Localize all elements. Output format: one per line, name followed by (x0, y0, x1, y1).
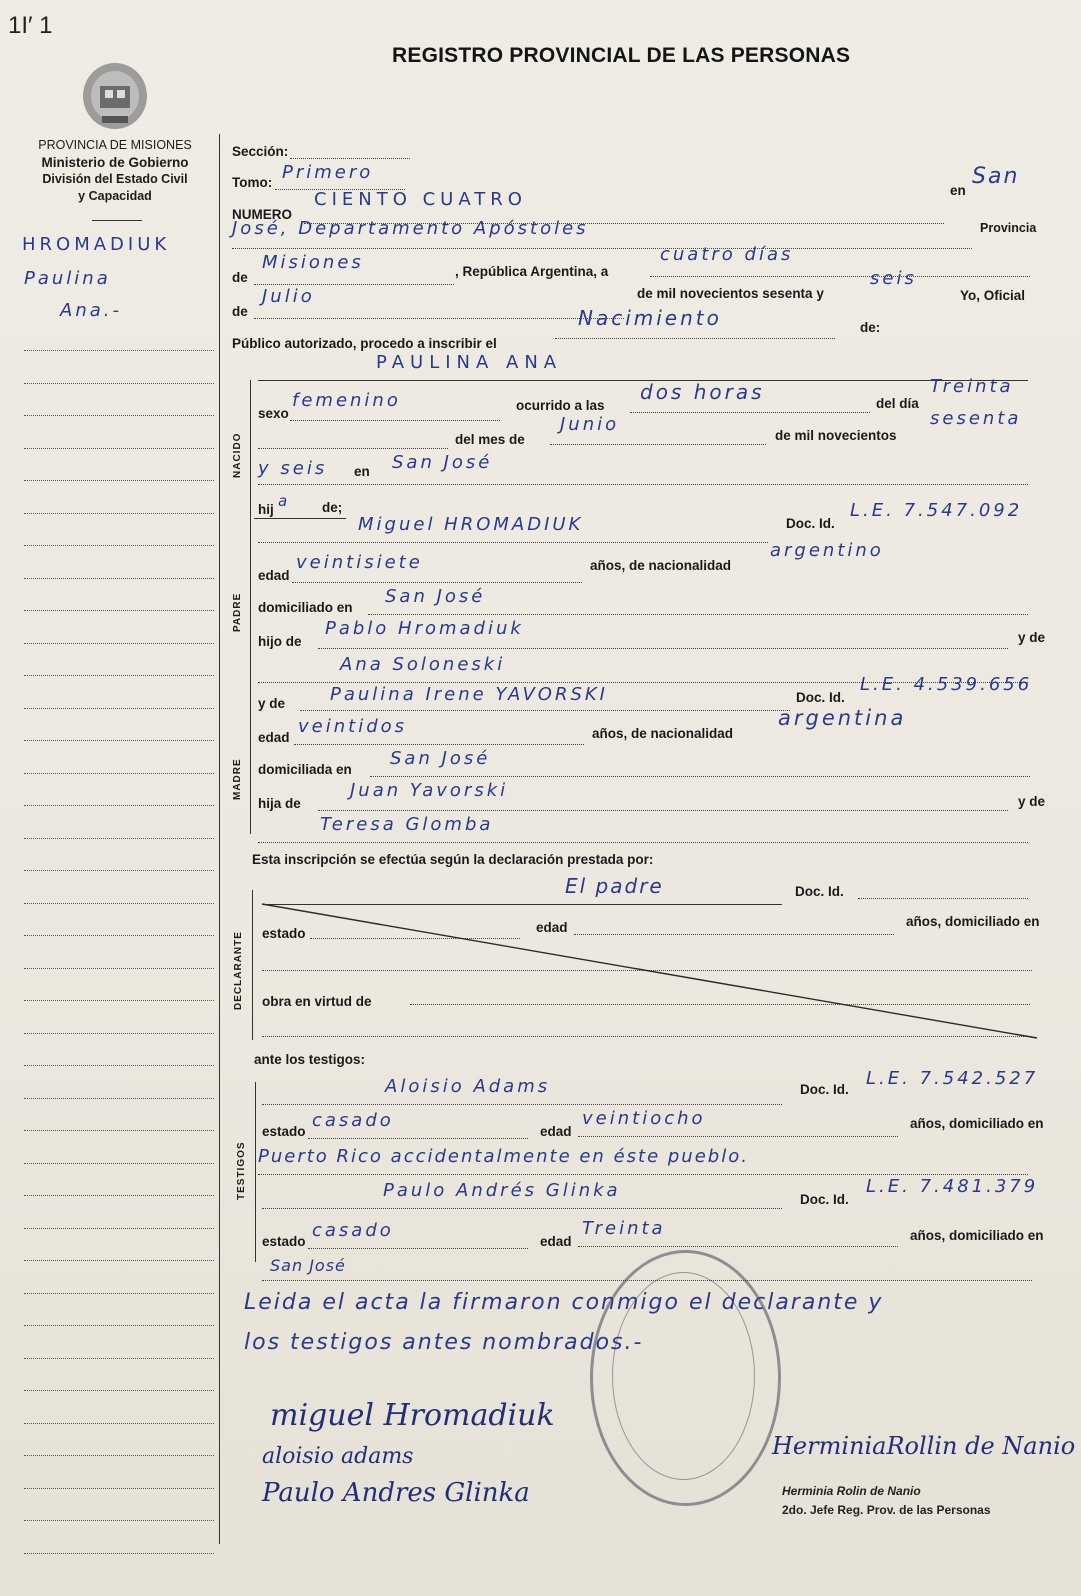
value-testigo1-dom: Puerto Rico accidentalmente en éste pueblo. (258, 1146, 749, 1167)
dotline (258, 1174, 1028, 1175)
margin-ruled-line (24, 350, 214, 351)
dotline (258, 542, 768, 543)
label-madre-doc: Doc. Id. (796, 690, 845, 705)
value-madre-edad: veintidos (298, 716, 408, 737)
value-testigo2-estado: casado (312, 1220, 394, 1241)
value-numero: CIENTO CUATRO (314, 189, 527, 210)
official-title: 2do. Jefe Reg. Prov. de las Personas (782, 1503, 991, 1517)
label-testigo1-doc: Doc. Id. (800, 1082, 849, 1097)
label-madre-edad: edad (258, 730, 290, 745)
margin-divider (219, 134, 220, 1544)
label-testigo1-edad: edad (540, 1124, 572, 1139)
margin-ruled-line (24, 383, 214, 384)
value-testigo1-estado: casado (312, 1110, 394, 1131)
value-testigo2: Paulo Andrés Glinka (383, 1180, 621, 1201)
label-de-mil: de mil novecientos sesenta y (637, 286, 824, 301)
value-testigo1: Aloisio Adams (385, 1076, 551, 1097)
label-declarante-doc: Doc. Id. (795, 884, 844, 899)
dotline (318, 648, 1008, 649)
label-padre-nac: años, de nacionalidad (590, 558, 732, 573)
value-testigo1-doc: L.E. 7.542.527 (866, 1068, 1039, 1089)
margin-ruled-line (24, 513, 214, 514)
label-madre-hija-de: hija de (258, 796, 301, 811)
provincial-seal-icon (80, 60, 150, 132)
dotline (555, 338, 835, 339)
issuing-organization (10, 137, 220, 205)
label-testigo2-edad: edad (540, 1234, 572, 1249)
label-ante: ante los testigos: (254, 1052, 366, 1067)
org-line-2: Ministerio de Gobierno (41, 155, 189, 170)
margin-ruled-line (24, 448, 214, 449)
value-madre-nombre: Paulina Irene YAVORSKI (330, 684, 608, 705)
label-ocurrido: ocurrido a las (516, 398, 605, 413)
margin-ruled-line (24, 740, 214, 741)
value-lugar-nac: San José (392, 452, 493, 473)
org-line-4: y Capacidad (78, 189, 152, 203)
value-madre-hija-de: Juan Yavorski (350, 780, 509, 801)
org-divider (92, 220, 142, 221)
value-padre-nombre: Miguel HROMADIUK (358, 514, 584, 535)
dotline (290, 158, 410, 159)
dotline (262, 1104, 782, 1105)
margin-ruled-line (24, 968, 214, 969)
value-madre-dom: San José (390, 748, 491, 769)
label-madre-y-de-2: y de (1018, 794, 1046, 809)
dotline (368, 614, 1028, 615)
margin-ruled-line (24, 1293, 214, 1294)
dotline (578, 1136, 898, 1137)
label-inscripcion: Esta inscripción se efectúa según la declaración prestada por: (252, 852, 654, 867)
dotline (292, 582, 582, 583)
label-seccion: Sección: (232, 144, 289, 159)
margin-ruled-line (24, 1033, 214, 1034)
margin-name-2: Ana.- (60, 300, 122, 321)
margin-ruled-line (24, 415, 214, 416)
margin-ruled-line (24, 643, 214, 644)
dotline (308, 1248, 528, 1249)
margin-ruled-line (24, 1163, 214, 1164)
signature-padre: miguel Hromadiuk (270, 1398, 555, 1433)
label-hij: hij (258, 502, 274, 517)
label-padre-doc: Doc. Id. (786, 516, 835, 531)
value-tomo: Primero (282, 162, 374, 183)
value-testigo1-edad: veintiocho (582, 1108, 706, 1129)
margin-ruled-line (24, 1553, 214, 1554)
dotline (254, 284, 454, 285)
dotline (300, 710, 790, 711)
value-sexo: femenino (292, 390, 401, 411)
margin-ruled-line (24, 1423, 214, 1424)
section-rail-testigos (255, 1082, 256, 1262)
official-name: Herminia Rolin de Nanio (782, 1484, 921, 1498)
label-declarante-edad: edad (536, 920, 568, 935)
label-en: en (950, 183, 966, 198)
value-nombre: PAULINA ANA (376, 352, 563, 373)
label-sexo: sexo (258, 406, 289, 421)
margin-ruled-line (24, 1228, 214, 1229)
label-testigo2-estado: estado (262, 1234, 306, 1249)
official-stamp-inner (612, 1272, 755, 1480)
margin-ruled-line (24, 480, 214, 481)
dotline (650, 276, 1030, 277)
org-line-3: División del Estado Civil (42, 172, 188, 186)
section-label-padre: PADRE (232, 592, 243, 632)
cancel-diagonal (262, 900, 1042, 1040)
dotline (258, 448, 448, 449)
value-provincia: Misiones (262, 252, 364, 273)
value-testigo2-dom: San José (270, 1256, 346, 1275)
margin-ruled-line (24, 1000, 214, 1001)
margin-ruled-line (24, 545, 214, 546)
margin-ruled-line (24, 1130, 214, 1131)
label-yo-oficial: Yo, Oficial (960, 288, 1026, 303)
dotline (578, 1246, 898, 1247)
margin-ruled-line (24, 1098, 214, 1099)
dotline (290, 420, 500, 421)
dotline (858, 898, 1028, 899)
page-title: REGISTRO PROVINCIAL DE LAS PERSONAS (392, 44, 851, 67)
margin-ruled-line (24, 1358, 214, 1359)
corner-mark: 1I′ 1 (8, 12, 53, 39)
value-en: San (972, 164, 1020, 189)
section-label-madre: MADRE (232, 758, 243, 800)
dotline (308, 1138, 528, 1139)
label-del-dia: del día (876, 396, 919, 411)
label-testigo1-anios-dom: años, domiciliado en (910, 1116, 1044, 1131)
org-line-1: PROVINCIA DE MISIONES (38, 138, 192, 152)
value-padre-y-de: Ana Soloneski (340, 654, 506, 675)
value-hora: dos horas (640, 380, 765, 404)
label-en-lugar: en (354, 464, 370, 479)
label-de-2: de (232, 304, 248, 319)
margin-ruled-line (24, 870, 214, 871)
signature-official: HerminiaRollin de Nanio (772, 1432, 1076, 1460)
label-declarante-estado: estado (262, 926, 306, 941)
label-de-mil-2: de mil novecientos (775, 428, 897, 443)
margin-ruled-line (24, 1488, 214, 1489)
label-declarante-anios-dom: años, domiciliado en (906, 914, 1040, 929)
value-padre-edad: veintisiete (296, 552, 423, 573)
value-anio-nac: sesenta (930, 408, 1022, 429)
value-declarante: El padre (565, 874, 664, 898)
dotline (258, 842, 1028, 843)
section-label-declarante: DECLARANTE (233, 931, 244, 1010)
margin-ruled-line (24, 1455, 214, 1456)
value-madre-nac: argentina (778, 706, 907, 730)
margin-ruled-line (24, 838, 214, 839)
label-testigo2-anios-dom: años, domiciliado en (910, 1228, 1044, 1243)
dotline (318, 810, 1008, 811)
section-label-testigos: TESTIGOS (236, 1141, 247, 1200)
value-acto: Nacimiento (578, 306, 722, 330)
margin-name-1: Paulina (24, 268, 111, 289)
margin-ruled-line (24, 610, 214, 611)
margin-ruled-line (24, 773, 214, 774)
margin-ruled-line (24, 675, 214, 676)
margin-ruled-line (24, 1195, 214, 1196)
signature-testigo1: aloisio adams (262, 1444, 414, 1469)
margin-ruled-line (24, 805, 214, 806)
closing-line-2: los testigos antes nombrados.- (244, 1330, 644, 1355)
dotline (258, 484, 1028, 485)
value-dia-nac: Treinta (930, 376, 1014, 397)
margin-ruled-line (24, 1260, 214, 1261)
dotline (630, 412, 870, 413)
dotline (232, 248, 972, 249)
label-padre-edad: edad (258, 568, 290, 583)
section-label-nacido: NACIDO (232, 432, 243, 478)
label-testigo1-estado: estado (262, 1124, 306, 1139)
label-padre-dom: domiciliado en (258, 600, 353, 615)
label-madre-y-de: y de (258, 696, 286, 711)
margin-ruled-line (24, 1390, 214, 1391)
label-de-colon: de: (860, 320, 881, 335)
margin-ruled-line (24, 1325, 214, 1326)
label-publico: Público autorizado, procedo a inscribir el (232, 336, 497, 351)
value-madre-y-de: Teresa Glomba (320, 814, 494, 835)
label-testigo2-doc: Doc. Id. (800, 1192, 849, 1207)
margin-ruled-line (24, 935, 214, 936)
value-padre-doc: L.E. 7.547.092 (850, 500, 1023, 521)
label-padre-hijo-de: hijo de (258, 634, 302, 649)
dotline (294, 744, 584, 745)
signature-testigo2: Paulo Andres Glinka (262, 1478, 530, 1508)
value-madre-doc: L.E. 4.539.656 (860, 674, 1033, 695)
label-de-semicolon: de; (322, 500, 343, 515)
value-padre-nac: argentino (770, 540, 884, 561)
label-madre-nac: años, de nacionalidad (592, 726, 734, 741)
value-testigo2-edad: Treinta (582, 1218, 666, 1239)
value-dia: cuatro días (660, 244, 794, 265)
margin-ruled-line (24, 578, 214, 579)
closing-line-1: Leida el acta la firmaron conmigo el declarante y (244, 1290, 884, 1315)
value-anio: seis (870, 268, 917, 289)
label-numero: NUMERO (232, 207, 292, 222)
value-anio-nac-2: y seis (258, 458, 328, 479)
label-tomo: Tomo: (232, 175, 273, 190)
margin-ruled-line (24, 1520, 214, 1521)
dotline (254, 318, 624, 319)
label-provincia: Provincia (980, 221, 1037, 235)
margin-ruled-line (24, 903, 214, 904)
section-rail-declarante (252, 890, 253, 1040)
label-padre-y-de: y de (1018, 630, 1046, 645)
dotline (370, 776, 1030, 777)
label-republica: , República Argentina, a (455, 264, 609, 279)
label-del-mes: del mes de (455, 432, 525, 447)
label-madre-dom: domiciliada en (258, 762, 352, 777)
value-padre-dom: San José (385, 586, 486, 607)
margin-ruled-line (24, 1065, 214, 1066)
value-mes-nac: Junio (560, 414, 620, 435)
margin-surname: HROMADIUK (22, 234, 171, 255)
rule (254, 518, 346, 519)
value-testigo2-doc: L.E. 7.481.379 (866, 1176, 1039, 1197)
value-lugar: José, Departamento Apóstoles (232, 218, 589, 239)
margin-ruled-line (24, 708, 214, 709)
section-rail-upper (250, 380, 251, 834)
dotline (550, 444, 766, 445)
dotline (262, 1208, 782, 1209)
value-mes: Julio (262, 286, 315, 307)
label-obra: obra en virtud de (262, 994, 372, 1009)
value-hij: a (278, 492, 291, 510)
label-de-1: de (232, 270, 248, 285)
value-padre-hijo-de: Pablo Hromadiuk (325, 618, 524, 639)
